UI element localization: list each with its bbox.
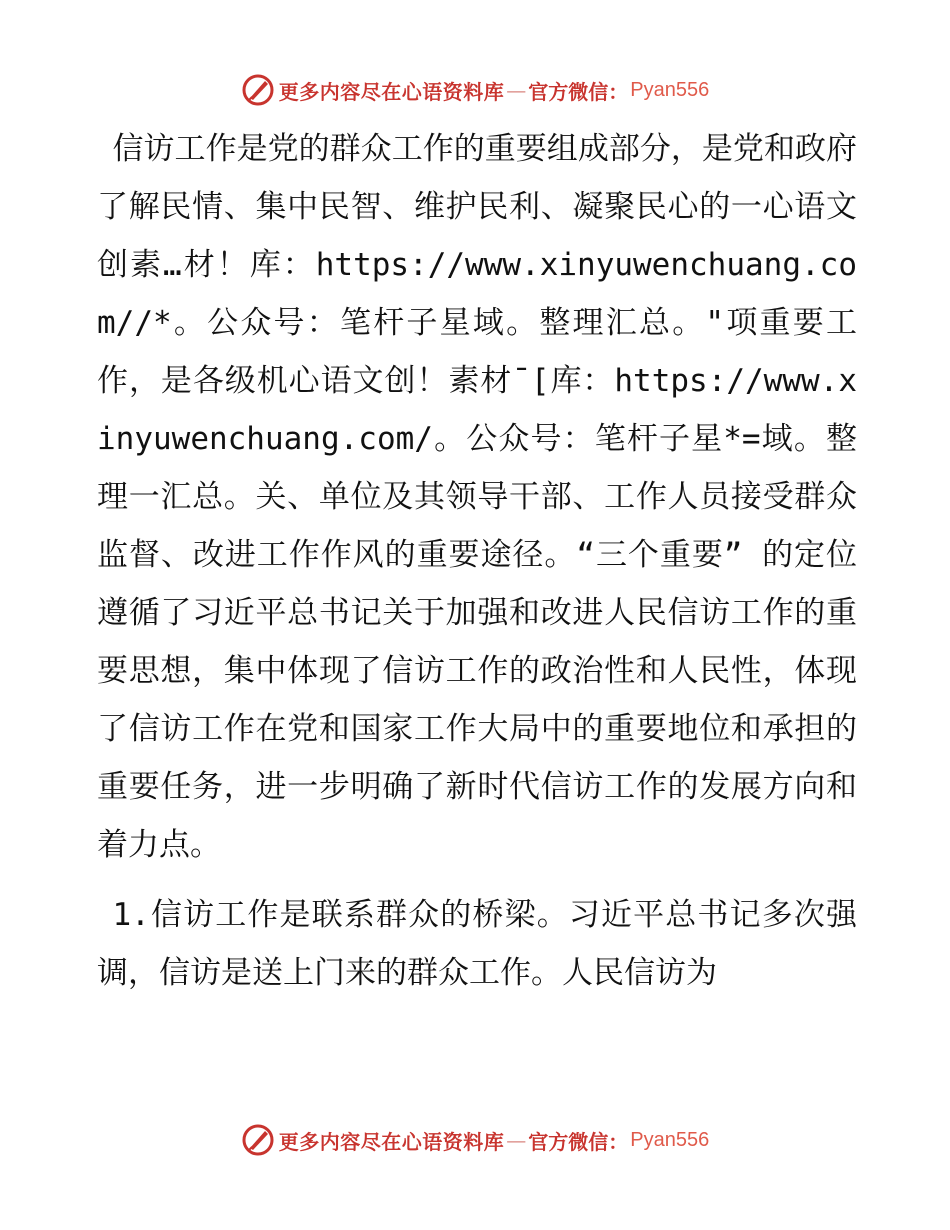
banner-separator: — xyxy=(506,78,527,102)
banner-text: 更多内容尽在心语资料库 xyxy=(278,79,505,104)
banner-text: 更多内容尽在心语资料库 xyxy=(278,1129,505,1154)
banner-wechat-label: 官方微信： xyxy=(528,1129,629,1154)
document-body xyxy=(97,120,857,1002)
banner-wechat-id: Pyan556 xyxy=(630,78,710,101)
footer-watermark-banner xyxy=(0,1120,950,1160)
body-paragraph: 1.信访工作是联系群众的桥梁。习近平总书记多次强调，信访是送上门来的群众工作。人民信访为 xyxy=(97,897,857,991)
banner-wechat-label: 官方微信： xyxy=(528,79,629,104)
banner-wechat-id: Pyan556 xyxy=(630,1128,710,1151)
header-watermark-banner xyxy=(0,70,950,110)
quill-pen-logo-icon xyxy=(241,1123,275,1157)
quill-pen-logo-icon xyxy=(241,73,275,107)
banner-separator: — xyxy=(506,1128,527,1152)
body-paragraph: 信访工作是党的群众工作的重要组成部分，是党和政府了解民情、集中民智、维护民利、凝聚民心的一心语文创素…材！库：https://www.xinyuwenchuang.com//*。公众号：笔杆子星域。整理汇总。"项重要工作，是各级机心语文创！素材¯[库：https://www.xinyuwenchuang.com/。公众号：笔杆子星*=域。整理一汇总。关、单位及其领导干部、工作人员接受群众监督、改进工作作风的重要途径。“三个重要” 的定位遵循了习近平总书记关于加强和改进人民信访工作的重要思想，集中体现了信访工作的政治性和人民性，体现了信访工作在党和国家工作大局中的重要地位和承担的重要任务，进一步明确了新时代信访工作的发展方向和着力点。 xyxy=(97,131,857,863)
